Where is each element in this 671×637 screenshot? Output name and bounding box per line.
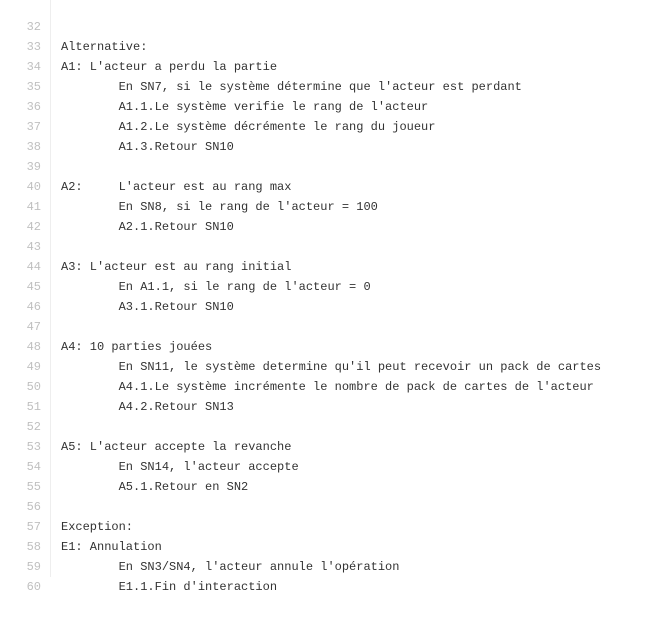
line-number[interactable]: 42 — [26, 220, 41, 234]
line-text: En SN8, si le rang de l'acteur = 100 — [61, 200, 378, 214]
line-text: En SN11, le système determine qu'il peut recevoir un pack de cartes — [61, 360, 602, 374]
line-text: En SN7, si le système détermine que l'acteur est perdant — [61, 80, 522, 94]
line-text: A1: L'acteur a perdu la partie — [61, 60, 278, 74]
line-text: A4.1.Le système incrémente le nombre de pack de cartes de l'acteur — [61, 380, 594, 394]
line-text: A2: L'acteur est au rang max — [61, 180, 292, 194]
line-number[interactable]: 56 — [26, 500, 41, 514]
line-text: A4.2.Retour SN13 — [61, 400, 234, 414]
line-text: E1.1.Fin d'interaction — [61, 580, 278, 594]
line-number[interactable]: 60 — [26, 580, 41, 594]
line-number[interactable]: 59 — [26, 560, 41, 574]
line-number[interactable]: 50 — [26, 380, 41, 394]
line-number[interactable]: 36 — [26, 100, 41, 114]
line-number[interactable]: 47 — [26, 320, 41, 334]
line-text: A5: L'acteur accepte la revanche — [61, 440, 292, 454]
line-number[interactable]: 55 — [26, 480, 41, 494]
line-number[interactable]: 48 — [26, 340, 41, 354]
line-number[interactable]: 41 — [26, 200, 41, 214]
line-number[interactable]: 51 — [26, 400, 41, 414]
line-text: A3: L'acteur est au rang initial — [61, 260, 292, 274]
line-number[interactable]: 35 — [26, 80, 41, 94]
line-text: A5.1.Retour en SN2 — [61, 480, 249, 494]
line-number[interactable]: 32 — [26, 20, 41, 34]
line-number[interactable]: 33 — [26, 40, 41, 54]
line-text: E1: Annulation — [61, 540, 162, 554]
line-text: A2.1.Retour SN10 — [61, 220, 234, 234]
line-number[interactable]: 40 — [26, 180, 41, 194]
line-text: En SN14, l'acteur accepte — [61, 460, 299, 474]
line-number[interactable]: 46 — [26, 300, 41, 314]
line-text: En SN3/SN4, l'acteur annule l'opération — [61, 560, 400, 574]
line-number[interactable]: 53 — [26, 440, 41, 454]
line-number[interactable]: 54 — [26, 460, 41, 474]
line-text: A1.3.Retour SN10 — [61, 140, 234, 154]
line-number[interactable]: 44 — [26, 260, 41, 274]
line-number[interactable]: 45 — [26, 280, 41, 294]
line-text: En A1.1, si le rang de l'acteur = 0 — [61, 280, 371, 294]
line-number[interactable]: 37 — [26, 120, 41, 134]
line-text: Exception: — [61, 520, 134, 534]
line-number[interactable]: 57 — [26, 520, 41, 534]
line-number[interactable]: 52 — [26, 420, 41, 434]
line-text: A4: 10 parties jouées — [61, 340, 213, 354]
line-number[interactable]: 39 — [26, 160, 41, 174]
line-number[interactable]: 38 — [26, 140, 41, 154]
line-text: A1.1.Le système verifie le rang de l'acteur — [61, 100, 429, 114]
line-number[interactable]: 43 — [26, 240, 41, 254]
line-text: Alternative: — [61, 40, 148, 54]
line-text: A3.1.Retour SN10 — [61, 300, 234, 314]
line-number[interactable]: 49 — [26, 360, 41, 374]
line-text: A1.2.Le système décrémente le rang du joueur — [61, 120, 436, 134]
line-number[interactable]: 34 — [26, 60, 41, 74]
line-number[interactable]: 58 — [26, 540, 41, 554]
